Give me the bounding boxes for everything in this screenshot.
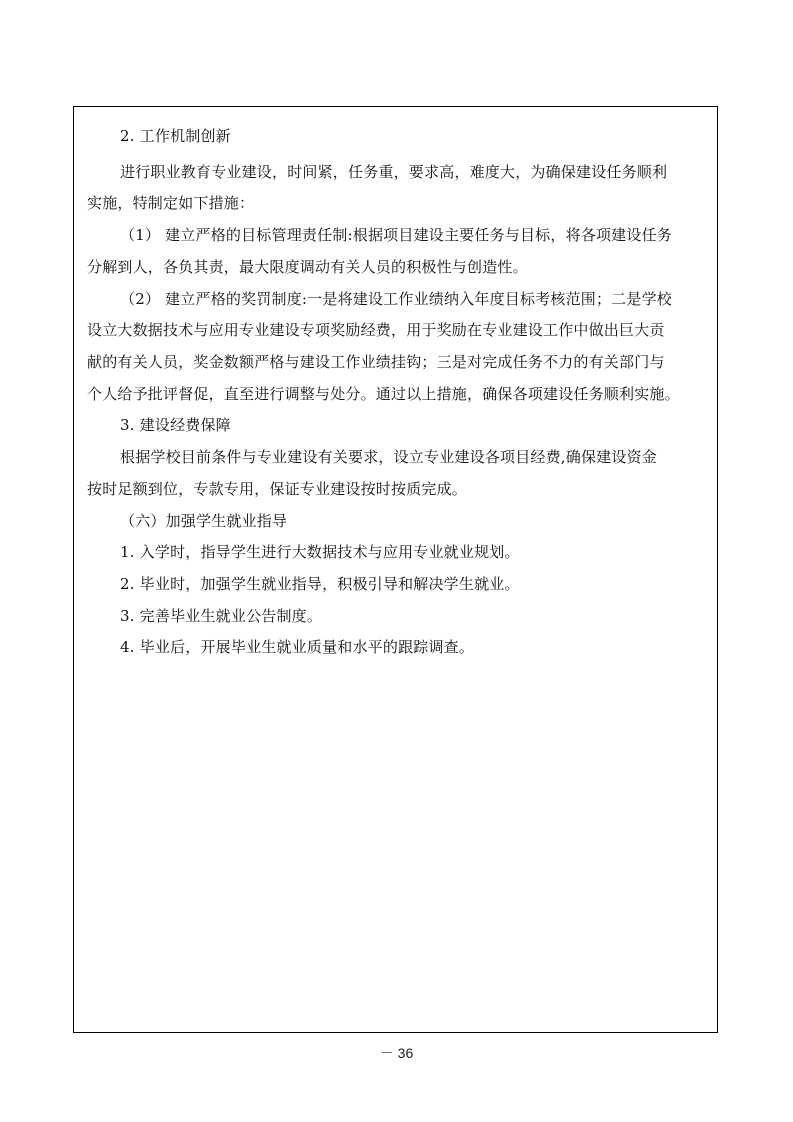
page-number: － 36 bbox=[379, 1045, 414, 1061]
list-item: 4. 毕业后，开展毕业生就业质量和水平的跟踪调查。 bbox=[120, 638, 475, 656]
list-item: 2. 毕业时，加强学生就业指导，积极引导和解决学生就业。 bbox=[120, 575, 520, 593]
paragraph-line: 分解到人，各负其责，最大限度调动有关人员的积极性与创造性。 bbox=[87, 258, 528, 276]
paragraph-line: （1） 建立严格的目标管理责任制:根据项目建设主要任务与目标，将各项建设任务 bbox=[120, 226, 672, 244]
paragraph-line: 设立大数据技术与应用专业建设专项奖励经费，用于奖励在专业建设工作中做出巨大贡 bbox=[87, 321, 665, 339]
section-heading-work-mechanism: 2. 工作机制创新 bbox=[120, 127, 231, 145]
list-item: 3. 完善毕业生就业公告制度。 bbox=[120, 607, 323, 625]
paragraph-line: 实施，特制定如下措施： bbox=[87, 194, 255, 212]
section-heading-employment: （六）加强学生就业指导 bbox=[120, 512, 288, 530]
paragraph-line: 进行职业教育专业建设，时间紧，任务重，要求高，难度大，为确保建设任务顺利 bbox=[120, 163, 668, 181]
paragraph-line: 个人给予批评督促，直至进行调整与处分。通过以上措施，确保各项建设任务顺利实施。 bbox=[87, 385, 680, 403]
paragraph-line: 按时足额到位，专款专用，保证专业建设按时按质完成。 bbox=[87, 480, 468, 498]
paragraph-line: 根据学校目前条件与专业建设有关要求，设立专业建设各项目经费,确保建设资金 bbox=[120, 448, 657, 466]
paragraph-line: （2） 建立严格的奖罚制度:一是将建设工作业绩纳入年度目标考核范围；二是学校 bbox=[120, 290, 672, 308]
list-item: 1. 入学时，指导学生进行大数据技术与应用专业就业规划。 bbox=[120, 543, 520, 561]
section-heading-funding: 3. 建设经费保障 bbox=[120, 416, 231, 434]
paragraph-line: 献的有关人员，奖金数额严格与建设工作业绩挂钩；三是对完成任务不力的有关部门与 bbox=[87, 353, 665, 371]
content-frame bbox=[73, 106, 718, 1033]
